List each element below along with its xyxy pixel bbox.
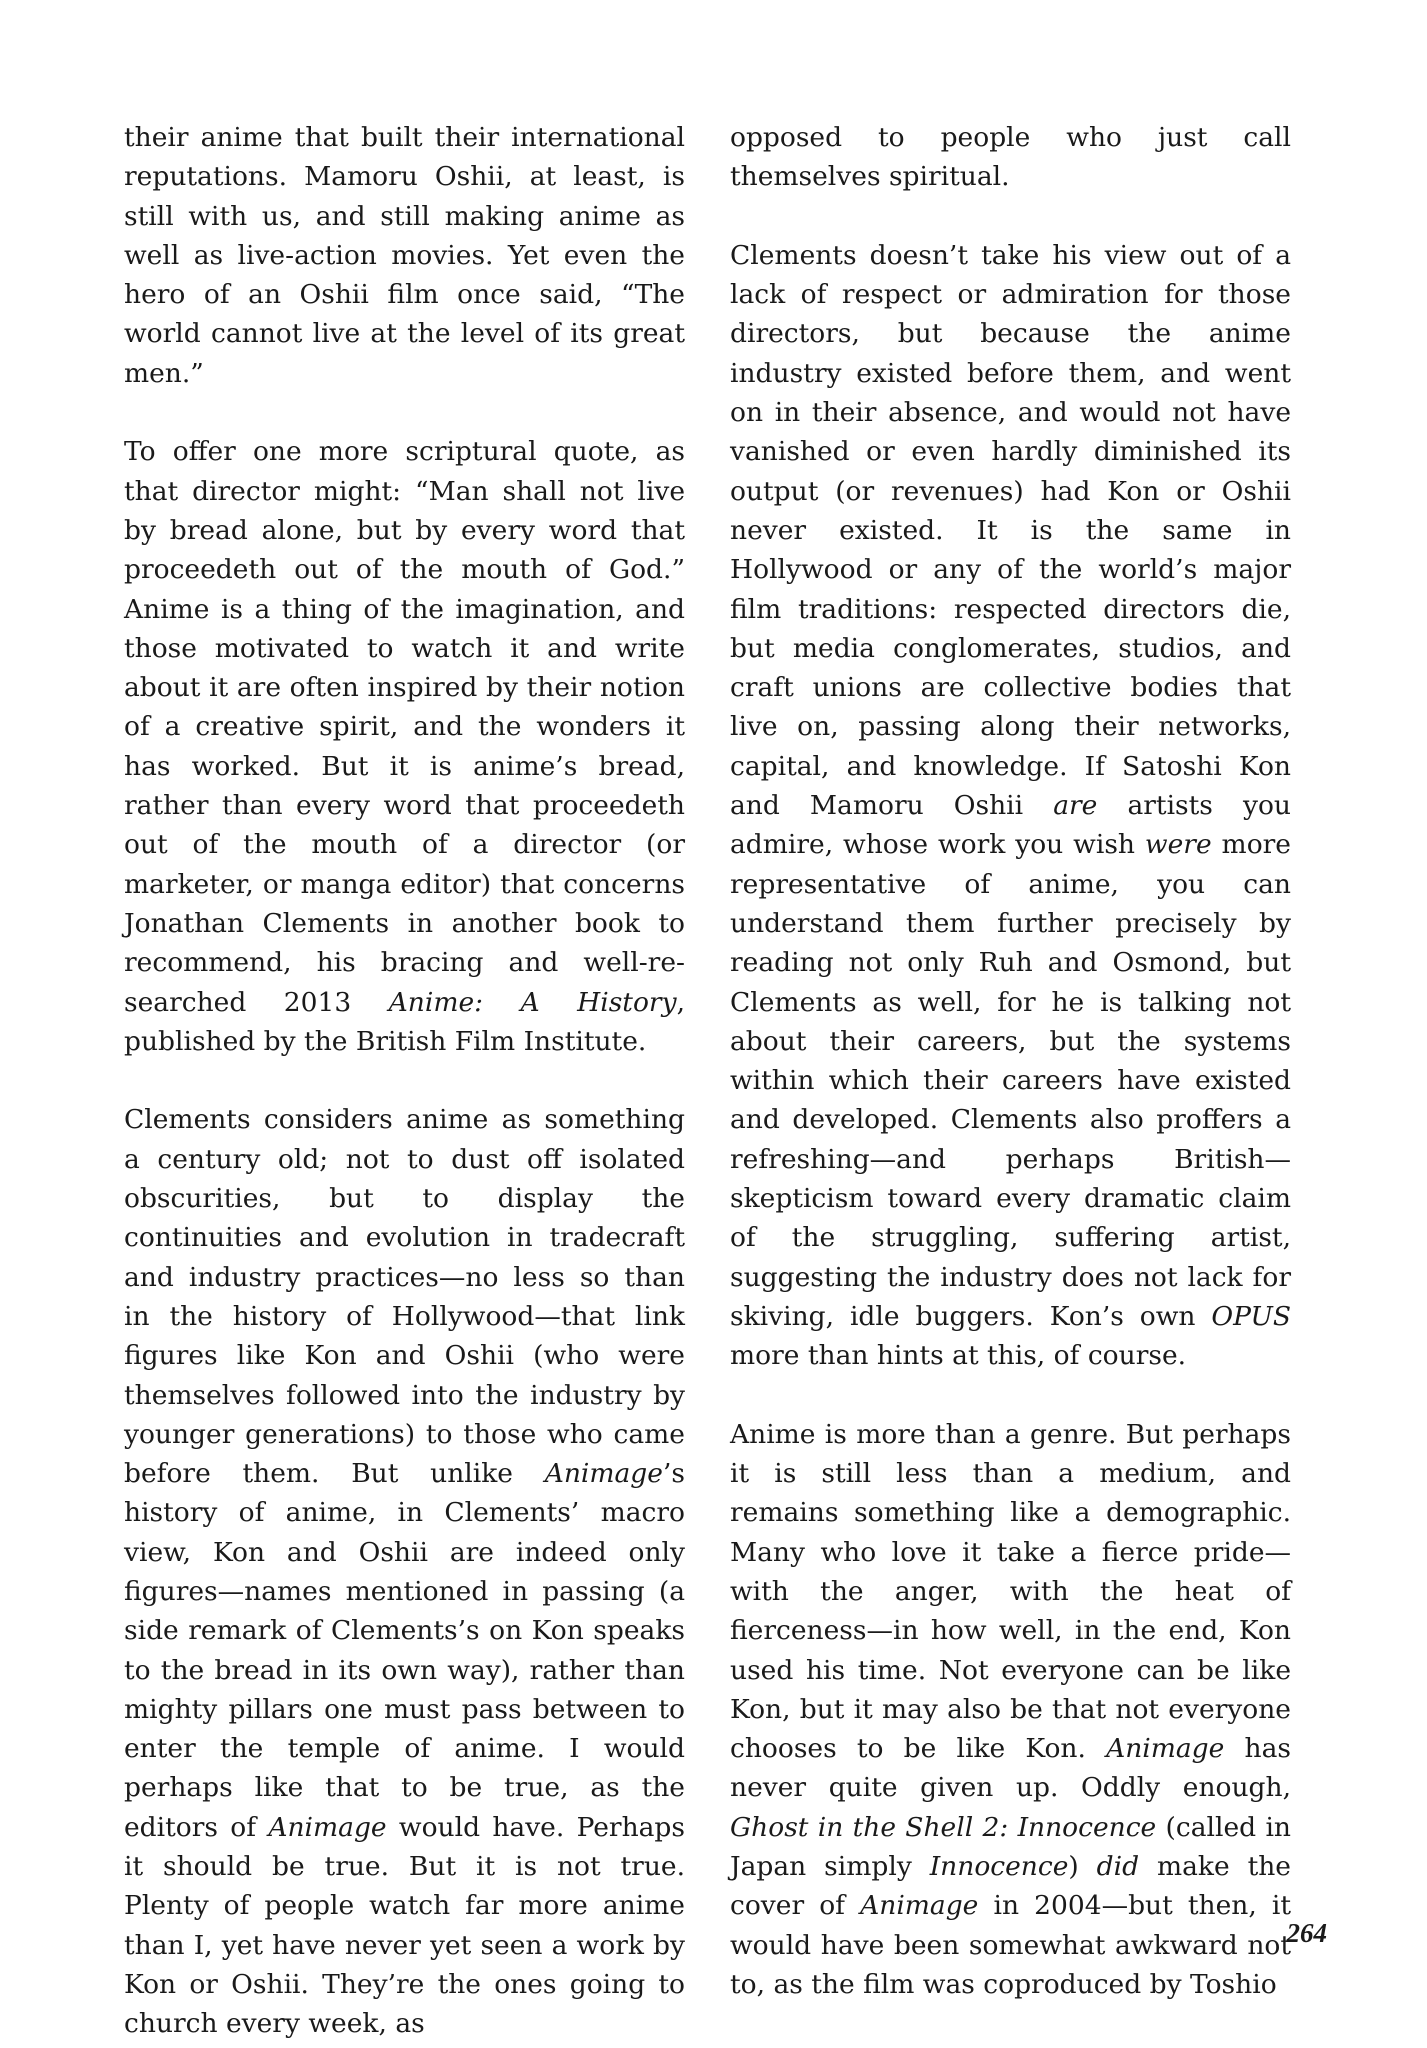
magazine-title: Animage	[544, 1458, 663, 1490]
text-run: in 2004—but then, it would have been somewhat awkward not to, as the film was coproduced by Toshio	[730, 1890, 1291, 2000]
text-run: has never quite given up. Oddly enough,	[730, 1733, 1291, 1804]
paragraph	[730, 1415, 1291, 2004]
page-number: 264	[1286, 1918, 1327, 1948]
paragraph	[730, 236, 1291, 1376]
emphasis: were	[1144, 829, 1212, 861]
text-run: artists you admire, whose work you wish	[730, 790, 1291, 861]
text-run: (called in Japan simply	[730, 1811, 1291, 1883]
text-run: more than hints at this, of course.	[730, 1340, 1187, 1372]
paragraph	[124, 432, 685, 1061]
book-title: Anime: A History	[388, 986, 677, 1018]
text-run: make the cover of	[730, 1851, 1291, 1922]
text-run: Clements doesn’t take his view out of a lack of respect or admiration for those directors, but because the anime industry existed before them, and went on in their absence, and would not have vanished or even hardly diminished its output (or revenues) had Kon or Oshii never existed. It is the same in Hollywood or any of the world’s major film traditions: respected directors die, but media conglomerates, studios, and craft unions are collective bodies that live on, passing along their networks, capital, and knowledge. If Satoshi Kon and Mamoru Oshii	[730, 239, 1291, 822]
text-run: their anime that built their international reputations. Mamoru Oshii, at least, is still with us, and still making anime as well as live-action movies. Yet even the hero of an Oshii film once said, “The world cannot live at the level of its great men.”	[124, 122, 685, 389]
emphasis: did	[1096, 1851, 1140, 1883]
magazine-title: Animage	[860, 1890, 979, 1922]
text-run: opposed to people who just call themselves spiritual.	[730, 122, 1291, 193]
text-run: more representative of anime, you can understand them further precisely by reading not only Ruh and Osmond, but Clements as well, for he is talking not about their careers, but the systems within which their careers have existed and developed. Clements also proffers a refreshing—and perhaps British—skepticism toward every dramatic claim of the struggling, suffering artist, suggesting the industry does not lack for skiving, idle buggers. Kon’s own	[730, 829, 1291, 1332]
text-run: ’s history of anime, in Clements’ macro view, Kon and Oshii are indeed only figures—names mentioned in passing (a side remark of Clements’s on Kon speaks to the bread in its own way), rather than mighty pillars one must pass between to enter the temple of anime. I would perhaps like that to be true, as the editors of	[124, 1458, 685, 1843]
text-run: Anime is more than a genre. But perhaps it is still less than a medium, and remains something like a demographic. Many who love it take a fierce pride—with the anger, with the heat of fierceness—in how well, in the end, Kon used his time. Not everyone can be like Kon, but it may also be that not everyone chooses to be like Kon.	[730, 1418, 1291, 1765]
left-column	[124, 118, 685, 2044]
film-title: OPUS	[1211, 1300, 1291, 1332]
film-title: Ghost in the Shell 2: Innocence	[730, 1811, 1157, 1843]
film-title: Innocence	[929, 1851, 1069, 1883]
text-run: To offer one more scriptural quote, as that director might: “Man shall not live by bread alone, but by every word that proceedeth out of the mouth of God.” Anime is a thing of the imagination, and those motivated to watch it and write about it are often inspired by their notion of a creative spirit, and the wonders it has worked. But it is anime’s bread, rather than every word that proceedeth out of the mouth of a director (or marketer, or manga editor) that concerns Jonathan Clements in another book to recommend, his bracing and well-researched 2013	[124, 436, 685, 1018]
paragraph	[124, 118, 685, 393]
text-run: , published by the British Film Institute.	[124, 986, 685, 1057]
text-run: would have. Perhaps it should be true. But it is not true. Plenty of people watch far more anime than I, yet have never yet seen a work by Kon or Oshii. They’re the ones going to church every week, as	[124, 1811, 685, 2040]
paragraph	[730, 118, 1291, 197]
text-run: )	[1068, 1851, 1097, 1883]
emphasis: are	[1053, 790, 1098, 822]
magazine-title: Animage	[1106, 1733, 1225, 1765]
text-run: Clements considers anime as something a century old; not to dust off isolated obscurities, but to display the continuities and evolution in tradecraft and industry practices—no less so than in the history of Hollywood—that link figures like Kon and Oshii (who were themselves followed into the industry by younger generations) to those who came before them. But unlike	[124, 1104, 685, 1490]
magazine-title: Animage	[268, 1811, 387, 1843]
paragraph	[124, 1100, 685, 2043]
right-column	[730, 118, 1291, 2004]
